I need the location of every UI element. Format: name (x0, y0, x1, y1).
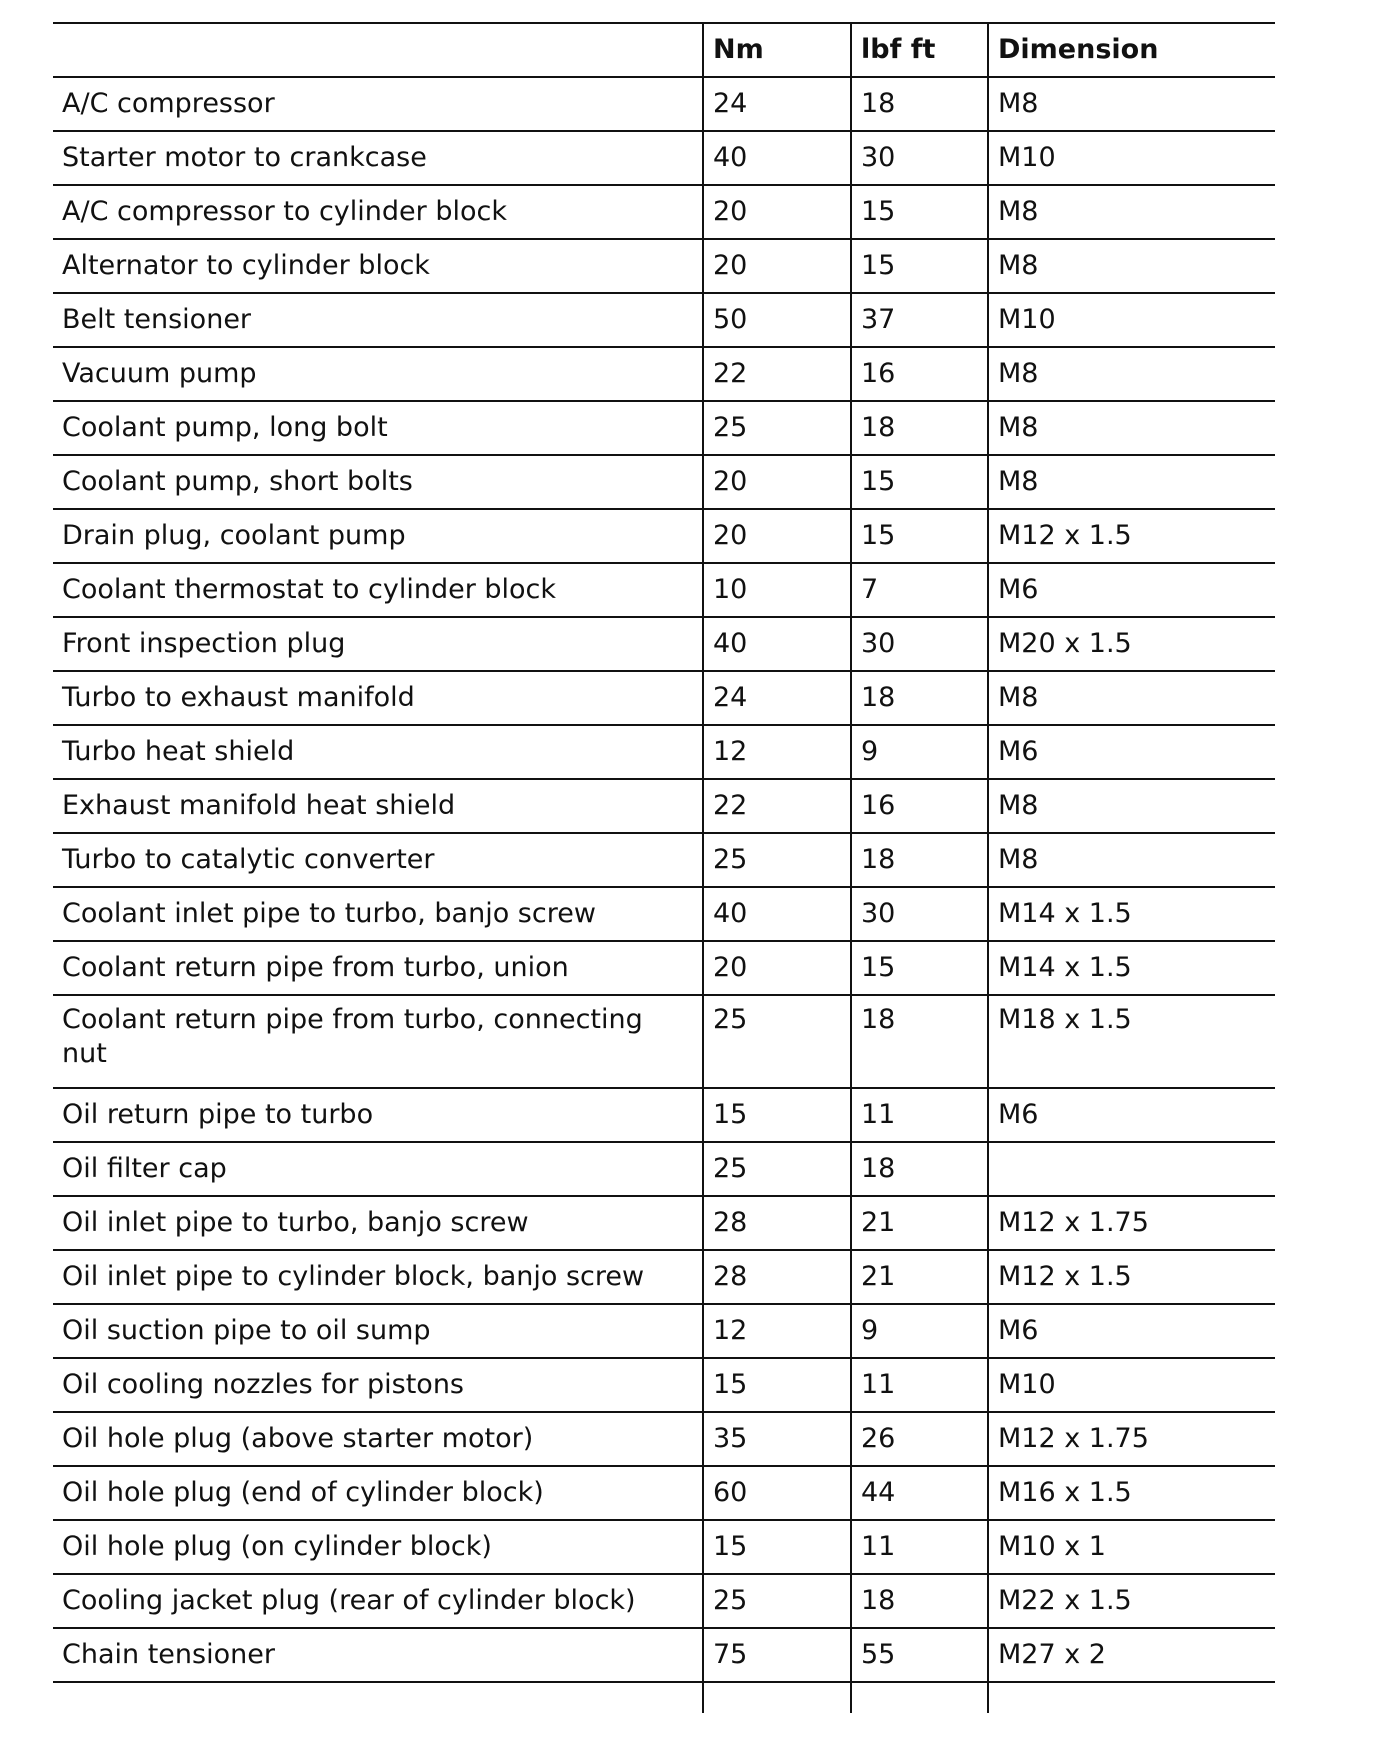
lbf-ft-cell: 9 (851, 725, 988, 779)
table-row (53, 1358, 1275, 1412)
nm-cell: 50 (703, 293, 851, 347)
table-row (53, 887, 1275, 941)
dimension-cell: M6 (988, 563, 1275, 617)
table-row (53, 239, 1275, 293)
torque-specification-table (53, 22, 1275, 1713)
dimension-cell: M14 x 1.5 (988, 941, 1275, 995)
table-row (53, 1250, 1275, 1304)
header-dimension: Dimension (988, 23, 1275, 77)
empty-cell (53, 1682, 703, 1713)
table-row (53, 185, 1275, 239)
nm-cell: 10 (703, 563, 851, 617)
lbf-ft-cell: 16 (851, 779, 988, 833)
nm-cell: 40 (703, 131, 851, 185)
dimension-cell: M10 x 1 (988, 1520, 1275, 1574)
component-cell: Coolant thermostat to cylinder block (53, 563, 703, 617)
nm-cell: 15 (703, 1520, 851, 1574)
nm-cell: 40 (703, 887, 851, 941)
table-row (53, 1142, 1275, 1196)
lbf-ft-cell: 44 (851, 1466, 988, 1520)
component-cell: Vacuum pump (53, 347, 703, 401)
dimension-cell: M16 x 1.5 (988, 1466, 1275, 1520)
lbf-ft-cell: 30 (851, 617, 988, 671)
component-cell: Chain tensioner (53, 1628, 703, 1682)
lbf-ft-cell: 18 (851, 1574, 988, 1628)
nm-cell: 75 (703, 1628, 851, 1682)
dimension-cell: M22 x 1.5 (988, 1574, 1275, 1628)
nm-cell: 20 (703, 185, 851, 239)
dimension-cell (988, 1142, 1275, 1196)
dimension-cell: M8 (988, 347, 1275, 401)
lbf-ft-cell: 26 (851, 1412, 988, 1466)
nm-cell: 28 (703, 1196, 851, 1250)
table-row (53, 401, 1275, 455)
component-cell: Drain plug, coolant pump (53, 509, 703, 563)
dimension-cell: M12 x 1.75 (988, 1412, 1275, 1466)
nm-cell: 22 (703, 347, 851, 401)
lbf-ft-cell: 21 (851, 1196, 988, 1250)
table-row (53, 563, 1275, 617)
table-row (53, 1574, 1275, 1628)
nm-cell: 20 (703, 239, 851, 293)
nm-cell: 15 (703, 1358, 851, 1412)
empty-trailing-row (53, 1682, 1275, 1713)
nm-cell: 12 (703, 1304, 851, 1358)
table-row (53, 725, 1275, 779)
component-cell: Oil cooling nozzles for pistons (53, 1358, 703, 1412)
lbf-ft-cell: 21 (851, 1250, 988, 1304)
nm-cell: 25 (703, 995, 851, 1088)
component-cell: Turbo to catalytic converter (53, 833, 703, 887)
dimension-cell: M20 x 1.5 (988, 617, 1275, 671)
nm-cell: 24 (703, 671, 851, 725)
header-lbf-ft: lbf ft (851, 23, 988, 77)
lbf-ft-cell: 18 (851, 995, 988, 1088)
component-cell: Front inspection plug (53, 617, 703, 671)
component-cell: Turbo to exhaust manifold (53, 671, 703, 725)
empty-cell (988, 1682, 1275, 1713)
lbf-ft-cell: 15 (851, 185, 988, 239)
dimension-cell: M14 x 1.5 (988, 887, 1275, 941)
nm-cell: 22 (703, 779, 851, 833)
nm-cell: 40 (703, 617, 851, 671)
header-nm: Nm (703, 23, 851, 77)
dimension-cell: M10 (988, 293, 1275, 347)
lbf-ft-cell: 18 (851, 401, 988, 455)
nm-cell: 25 (703, 833, 851, 887)
table-row (53, 1088, 1275, 1142)
component-cell: A/C compressor to cylinder block (53, 185, 703, 239)
component-cell: Oil hole plug (above starter motor) (53, 1412, 703, 1466)
table-row (53, 509, 1275, 563)
dimension-cell: M6 (988, 1304, 1275, 1358)
nm-cell: 35 (703, 1412, 851, 1466)
lbf-ft-cell: 11 (851, 1088, 988, 1142)
component-cell: Coolant return pipe from turbo, union (53, 941, 703, 995)
component-cell: Exhaust manifold heat shield (53, 779, 703, 833)
nm-cell: 20 (703, 455, 851, 509)
dimension-cell: M10 (988, 1358, 1275, 1412)
dimension-cell: M18 x 1.5 (988, 995, 1275, 1088)
table-header (53, 23, 1275, 77)
lbf-ft-cell: 11 (851, 1358, 988, 1412)
nm-cell: 28 (703, 1250, 851, 1304)
lbf-ft-cell: 11 (851, 1520, 988, 1574)
table-row (53, 833, 1275, 887)
lbf-ft-cell: 55 (851, 1628, 988, 1682)
dimension-cell: M12 x 1.75 (988, 1196, 1275, 1250)
table-row (53, 1628, 1275, 1682)
table-row (53, 1304, 1275, 1358)
nm-cell: 25 (703, 401, 851, 455)
nm-cell: 60 (703, 1466, 851, 1520)
table-row (53, 1196, 1275, 1250)
table-body (53, 77, 1275, 1713)
table-row (53, 131, 1275, 185)
dimension-cell: M8 (988, 185, 1275, 239)
dimension-cell: M8 (988, 671, 1275, 725)
component-cell: Starter motor to crankcase (53, 131, 703, 185)
dimension-cell: M8 (988, 239, 1275, 293)
lbf-ft-cell: 15 (851, 239, 988, 293)
component-cell: Coolant return pipe from turbo, connecting nut (53, 995, 703, 1088)
component-cell: Oil inlet pipe to turbo, banjo screw (53, 1196, 703, 1250)
lbf-ft-cell: 18 (851, 671, 988, 725)
nm-cell: 25 (703, 1142, 851, 1196)
component-cell: Oil inlet pipe to cylinder block, banjo screw (53, 1250, 703, 1304)
lbf-ft-cell: 15 (851, 455, 988, 509)
dimension-cell: M6 (988, 725, 1275, 779)
lbf-ft-cell: 7 (851, 563, 988, 617)
table-row (53, 1466, 1275, 1520)
lbf-ft-cell: 16 (851, 347, 988, 401)
table-row (53, 995, 1275, 1088)
component-cell: Turbo heat shield (53, 725, 703, 779)
table-row (53, 77, 1275, 131)
lbf-ft-cell: 18 (851, 833, 988, 887)
dimension-cell: M6 (988, 1088, 1275, 1142)
table-row (53, 617, 1275, 671)
component-cell: Coolant pump, short bolts (53, 455, 703, 509)
lbf-ft-cell: 15 (851, 509, 988, 563)
table-row (53, 293, 1275, 347)
component-cell: Oil suction pipe to oil sump (53, 1304, 703, 1358)
component-cell: Oil return pipe to turbo (53, 1088, 703, 1142)
dimension-cell: M12 x 1.5 (988, 509, 1275, 563)
lbf-ft-cell: 30 (851, 131, 988, 185)
component-cell: Coolant inlet pipe to turbo, banjo screw (53, 887, 703, 941)
dimension-cell: M8 (988, 779, 1275, 833)
lbf-ft-cell: 30 (851, 887, 988, 941)
header-component (53, 23, 703, 77)
component-cell: Oil filter cap (53, 1142, 703, 1196)
dimension-cell: M27 x 2 (988, 1628, 1275, 1682)
nm-cell: 25 (703, 1574, 851, 1628)
dimension-cell: M8 (988, 401, 1275, 455)
table-row (53, 779, 1275, 833)
component-cell: A/C compressor (53, 77, 703, 131)
lbf-ft-cell: 18 (851, 77, 988, 131)
table-row (53, 455, 1275, 509)
component-cell: Alternator to cylinder block (53, 239, 703, 293)
table-row (53, 671, 1275, 725)
component-cell: Cooling jacket plug (rear of cylinder block) (53, 1574, 703, 1628)
table-row (53, 941, 1275, 995)
nm-cell: 15 (703, 1088, 851, 1142)
component-cell: Oil hole plug (end of cylinder block) (53, 1466, 703, 1520)
lbf-ft-cell: 15 (851, 941, 988, 995)
nm-cell: 20 (703, 941, 851, 995)
lbf-ft-cell: 37 (851, 293, 988, 347)
dimension-cell: M8 (988, 833, 1275, 887)
table-row (53, 347, 1275, 401)
nm-cell: 20 (703, 509, 851, 563)
table-row (53, 1520, 1275, 1574)
lbf-ft-cell: 9 (851, 1304, 988, 1358)
header-row (53, 23, 1275, 77)
nm-cell: 24 (703, 77, 851, 131)
table-row (53, 1412, 1275, 1466)
component-cell: Oil hole plug (on cylinder block) (53, 1520, 703, 1574)
component-cell: Belt tensioner (53, 293, 703, 347)
dimension-cell: M10 (988, 131, 1275, 185)
empty-cell (851, 1682, 988, 1713)
lbf-ft-cell: 18 (851, 1142, 988, 1196)
dimension-cell: M8 (988, 455, 1275, 509)
dimension-cell: M8 (988, 77, 1275, 131)
dimension-cell: M12 x 1.5 (988, 1250, 1275, 1304)
component-cell: Coolant pump, long bolt (53, 401, 703, 455)
empty-cell (703, 1682, 851, 1713)
nm-cell: 12 (703, 725, 851, 779)
